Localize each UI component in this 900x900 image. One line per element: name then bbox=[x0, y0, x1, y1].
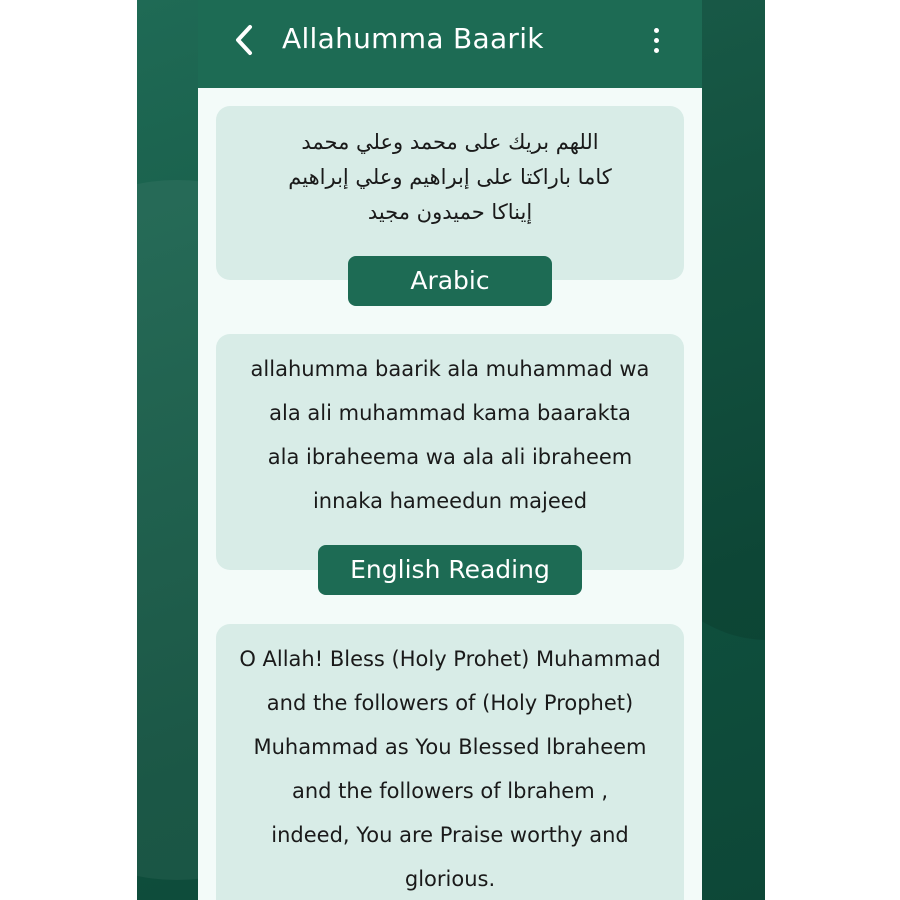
translation-line: glorious. bbox=[404, 867, 496, 891]
more-vertical-icon bbox=[654, 28, 659, 33]
translation-card bbox=[216, 624, 684, 900]
translation-text bbox=[216, 637, 684, 900]
arabic-line: كاما باراكتا على إبراهيم وعلي إبراهيم bbox=[288, 165, 612, 189]
translation-line: O Allah! Bless (Holy Prohet) Muhammad bbox=[239, 647, 661, 671]
more-options-button[interactable] bbox=[636, 20, 676, 60]
more-vertical-icon-dot bbox=[654, 38, 659, 43]
reading-line: ala ali muhammad kama baarakta bbox=[269, 401, 631, 425]
arabic-line: اللهم بريك على محمد وعلي محمد bbox=[301, 130, 599, 154]
chevron-left-icon bbox=[232, 23, 256, 57]
app-bar bbox=[198, 0, 702, 88]
app-screen bbox=[198, 0, 702, 900]
english-reading-label-badge: English Reading bbox=[318, 545, 582, 595]
reading-text bbox=[216, 347, 684, 523]
arabic-card bbox=[216, 106, 684, 280]
reading-line: allahumma baarik ala muhammad wa bbox=[250, 357, 650, 381]
translation-line: Muhammad as You Blessed lbraheem bbox=[253, 735, 647, 759]
reading-line: ala ibraheema wa ala ali ibraheem bbox=[267, 445, 633, 469]
translation-line: indeed, You are Praise worthy and bbox=[271, 823, 629, 847]
arabic-text bbox=[216, 125, 684, 230]
page-title: Allahumma Baarik bbox=[282, 22, 544, 55]
arabic-line: إيناكا حميدون مجيد bbox=[367, 200, 533, 224]
reading-card bbox=[216, 334, 684, 570]
arabic-label-badge: Arabic bbox=[348, 256, 552, 306]
translation-line: and the followers of (Holy Prophet) bbox=[266, 691, 634, 715]
translation-line: and the followers of lbrahem , bbox=[291, 779, 609, 803]
more-vertical-icon-dot bbox=[654, 48, 659, 53]
back-button[interactable] bbox=[224, 20, 264, 60]
reading-line: innaka hameedun majeed bbox=[312, 489, 588, 513]
